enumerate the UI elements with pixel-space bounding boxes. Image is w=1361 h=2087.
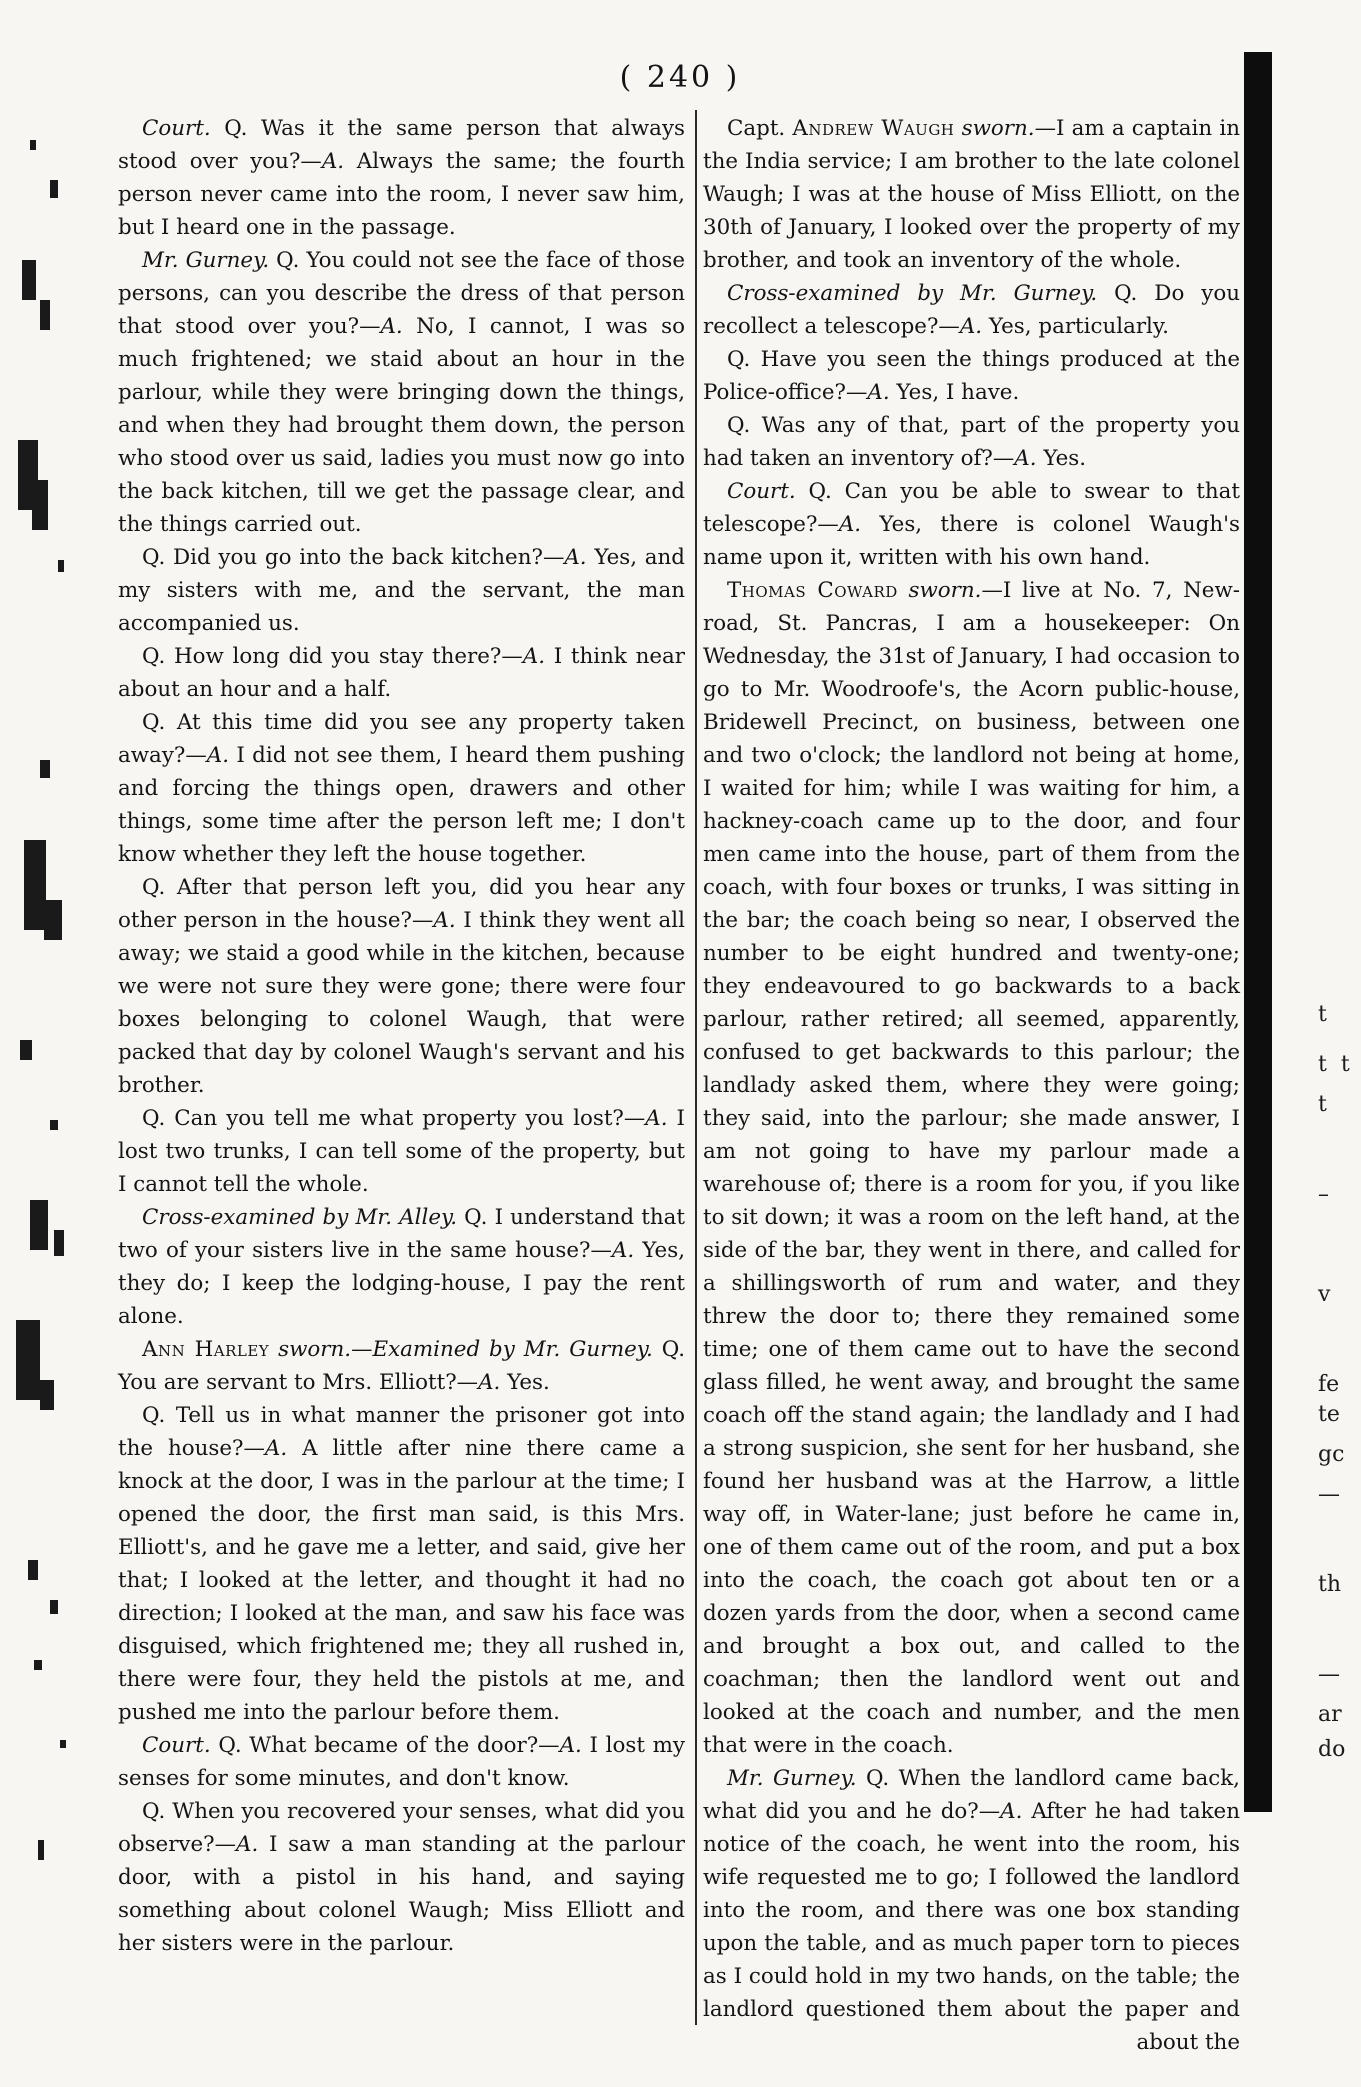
margin-fragment: v [1318, 1282, 1331, 1307]
scan-speckle [16, 1320, 40, 1400]
text-run: Q. At this time did you see any property taken away?— [118, 710, 685, 768]
text-run: Mr. Gurney. [727, 1766, 857, 1791]
right-column [703, 112, 1240, 2059]
text-run: I did not see them, I heard them pushing and forcing the things open, drawers and other things, some time after the person left me; I don't know whether they left the house together. [118, 743, 685, 867]
text-run: Q. How long did you stay there?— [142, 644, 523, 669]
text-run: A. [380, 314, 403, 339]
text-run: A. [611, 1238, 635, 1263]
scan-speckle [22, 260, 36, 300]
text-run: A. [564, 545, 587, 570]
text-run: Q. What became of the door?— [210, 1733, 560, 1758]
text-run: Cross-examined by Mr. Alley. [142, 1205, 458, 1230]
scan-speckle [54, 1230, 64, 1256]
text-run: Always the same; the fourth person never came into the room, I never saw him, but I heard one in the passage. [118, 149, 685, 240]
text-run: sworn. [897, 578, 982, 603]
text-run: A. [559, 1733, 582, 1758]
left-column-paragraph [118, 1333, 685, 1399]
text-run: No, I cannot, I was so much frightened; we staid about an hour in the parlour, while they were bringing down the things, and when they had brought them down, the person who stood over us said, ladies you must now go into the back kitchen, till we get the passage clear, and the things carried out. [118, 314, 686, 537]
scan-speckle [20, 1040, 32, 1060]
text-run: I think they went all away; we staid a good while in the kitchen, because we were not sure they were gone; there were four boxes belonging to colonel Waugh, that were packed that day by colonel Waugh's servant and his brother. [118, 908, 685, 1098]
left-column-paragraph [118, 1399, 685, 1729]
text-run: Yes, there is colonel Waugh's name upon it, written with his own hand. [703, 512, 1240, 570]
left-column-paragraph [118, 706, 685, 871]
scan-speckle [58, 560, 64, 572]
text-run: A. [264, 1436, 288, 1461]
text-run: A. [236, 1832, 259, 1857]
text-run: A. [959, 314, 983, 339]
left-column-paragraph [118, 640, 685, 706]
text-run: Q. I understand that two of your sisters live in the same house?— [118, 1205, 685, 1263]
right-column-paragraph [703, 343, 1240, 409]
text-run: Yes, particularly. [982, 314, 1169, 339]
text-run: Andrew Waugh [792, 116, 955, 141]
text-run: Thomas Coward [727, 578, 898, 603]
left-column [118, 112, 685, 1960]
text-run: I lost two trunks, I can tell some of the property, but I cannot tell the whole. [118, 1106, 686, 1197]
text-run: I lost my senses for some minutes, and don't know. [118, 1733, 685, 1791]
text-run: Q. Did you go into the back kitchen?— [142, 545, 565, 570]
text-run: Ann Harley [142, 1337, 270, 1362]
scan-speckle [44, 900, 62, 940]
margin-fragment: th [1318, 1572, 1342, 1597]
scan-speckle [60, 1740, 66, 1748]
margin-fragment: — [1318, 1662, 1340, 1687]
text-run: Yes, and my sisters with me, and the servant, the man accompanied us. [118, 545, 685, 636]
text-run: A. [206, 743, 230, 768]
text-run: Court. [142, 1733, 211, 1758]
text-run: Q. Was it the same person that always stood over you?— [118, 116, 685, 174]
left-column-paragraph [118, 1729, 685, 1795]
page-edge-shadow [1244, 52, 1272, 1812]
scan-speckle [38, 1840, 44, 1860]
text-run: A. [867, 380, 890, 405]
left-column-paragraph [118, 541, 685, 640]
text-run: A little after nine there came a knock at the door, I was in the parlour at the time; I opened the door, the first man said, is this Mrs. Elliott's, and he gave me a letter, and said, give her that; I looked at the letter, and thought it had no direction; I looked at the man, and saw his face was disguised, which frightened me; they all rushed in, there were four, they held the pistols at me, and pushed me into the parlour before them. [118, 1436, 685, 1725]
left-column-paragraph [118, 244, 685, 541]
margin-fragment: t [1318, 1002, 1327, 1027]
right-column-paragraph [703, 409, 1240, 475]
scan-speckle [34, 1660, 42, 1670]
text-run: Court. [727, 479, 796, 504]
text-run: A. [838, 512, 862, 537]
text-run: I think near about an hour and a half. [118, 644, 686, 702]
right-column-paragraph [703, 475, 1240, 574]
scan-speckle [40, 300, 50, 330]
text-run: Mr. Gurney. [142, 248, 270, 273]
text-run: Yes, they do; I keep the lodging-house, I pay the rent alone. [118, 1238, 685, 1329]
text-run: Cross-examined by Mr. Gurney. [727, 281, 1098, 306]
margin-fragment: — [1318, 1482, 1340, 1507]
text-run: Q. Can you tell me what property you lost?— [142, 1106, 646, 1131]
scan-speckle [50, 180, 58, 198]
text-run: A. [1000, 1799, 1023, 1824]
scan-speckle [24, 840, 46, 930]
text-run: Q. You are servant to Mrs. Elliott?— [118, 1337, 685, 1395]
text-run: Yes, I have. [889, 380, 1020, 405]
left-column-paragraph [118, 1795, 685, 1960]
margin-fragment: do [1318, 1737, 1346, 1762]
text-run: Q. After that person left you, did you hear any other person in the house?— [118, 875, 685, 933]
text-run: Q. When you recovered your senses, what did you observe?— [118, 1799, 685, 1857]
margin-fragment: t [1318, 1092, 1327, 1117]
text-run: Capt. [727, 116, 793, 141]
text-run: A. [321, 149, 345, 174]
text-run: A. [478, 1370, 501, 1395]
right-column-paragraph [703, 574, 1240, 1762]
text-run: Court. [142, 116, 211, 141]
text-run: A. [1014, 446, 1037, 471]
right-column-paragraph [703, 277, 1240, 343]
margin-fragment: gc [1318, 1442, 1345, 1467]
text-run: Q. Have you seen the things produced at the Police-office?— [703, 347, 1240, 405]
text-run: Yes. [1036, 446, 1087, 471]
text-run: A. [433, 908, 456, 933]
text-run: Yes. [500, 1370, 550, 1395]
margin-fragment: te [1318, 1402, 1340, 1427]
scan-speckle [30, 1200, 48, 1250]
margin-fragment: t t [1318, 1052, 1350, 1077]
left-column-paragraph [118, 871, 685, 1102]
text-run: —I am a captain in the India service; I am brother to the late colonel Waugh; I was at the house of Miss Elliott, on the 30th of January, I looked over the property of my brother, and took an inventory of the whole. [703, 116, 1240, 273]
scan-speckle [28, 1560, 38, 1580]
left-column-paragraph [118, 112, 685, 244]
scan-speckle [50, 1600, 58, 1614]
text-run: A. [522, 644, 546, 669]
text-run: —I live at No. 7, New-road, St. Pancras, I am a housekeeper: On Wednesday, the 31st of January, I had occasion to go to Mr. Woodroofe's, the Acorn public-house, Bridewell Precinct, on business, between one and two o'clock; the landlord not being at home, I waited for him; while I was waiting for him, a hackney-coach came up to the door, and four men came into the house, part of them from the coach, with four boxes or trunks, I was sitting in the bar; the coach being so near, I observed the number to be eight hundred and twenty-one; they endeavoured to go backwards to a back parlour, rather retired; all seemed, apparently, confused to get backwards to this parlour; the landlady asked them, where they were going; they said, into the parlour; she made answer, I am not going to have my parlour made a warehouse of; there is a room for you, if you like to sit down; it was a room on the left hand, at the side of the bar, they went in there, and called for a shillingsworth of rum and water, and they threw the door to; there they remained some time; one of them came out to have the second glass filled, he went away, and brought the same coach off the stand again; the landlady and I had a strong suspicion, she sent for her husband, she found her husband was at the Harrow, a little way off, in Water-lane; just before he came in, one of them came out of the room, and put a box into the coach, the coach got about ten or a dozen yards from the door, when a second came and brought a box out, and called to the coachman; then the landlord went out and looked at the coach and number, and the men that were in the coach. [703, 578, 1240, 1758]
text-run: Q. Was any of that, part of the property you had taken an inventory of?— [703, 413, 1240, 471]
scan-speckle [30, 140, 36, 150]
scan-speckle [40, 1380, 54, 1410]
text-run: Q. Do you recollect a telescope?— [703, 281, 1241, 339]
scan-speckle [50, 1120, 58, 1130]
text-run: Q. Tell us in what manner the prisoner got into the house?— [118, 1403, 685, 1461]
text-run: Q. When the landlord came back, what did you and he do?— [703, 1766, 1240, 1824]
scan-speckle [40, 760, 50, 778]
scan-speckle [32, 480, 48, 530]
text-run: After he had taken notice of the coach, he went into the room, his wife requested me to go; I followed the landlord into the room, and there was one box standing upon the table, and as much paper torn to pieces as I could hold in my two hands, on the table; the landlord questioned them about the paper and about the [703, 1799, 1240, 2055]
text-run: Q. Can you be able to swear to that telescope?— [703, 479, 1240, 537]
margin-fragment: ar [1318, 1702, 1342, 1727]
right-column-paragraph [703, 1762, 1240, 2059]
margin-fragment: – [1318, 1182, 1329, 1207]
left-column-paragraph [118, 1102, 685, 1201]
text-run: sworn. [954, 116, 1035, 141]
margin-fragment: fe [1318, 1372, 1340, 1397]
text-run: I saw a man standing at the parlour door, with a pistol in his hand, and saying something about colonel Waugh; Miss Elliott and her sisters were in the parlour. [118, 1832, 685, 1956]
text-run: Q. You could not see the face of those persons, can you describe the dress of that person that stood over you?— [118, 248, 685, 339]
text-run: A. [645, 1106, 668, 1131]
left-edge-speckle [10, 140, 100, 1940]
text-run: sworn.—Examined by Mr. Gurney. [269, 1337, 653, 1362]
right-column-paragraph [703, 112, 1240, 277]
page-number: ( 240 ) [619, 60, 741, 95]
left-column-paragraph [118, 1201, 685, 1333]
column-divider [695, 110, 697, 2025]
